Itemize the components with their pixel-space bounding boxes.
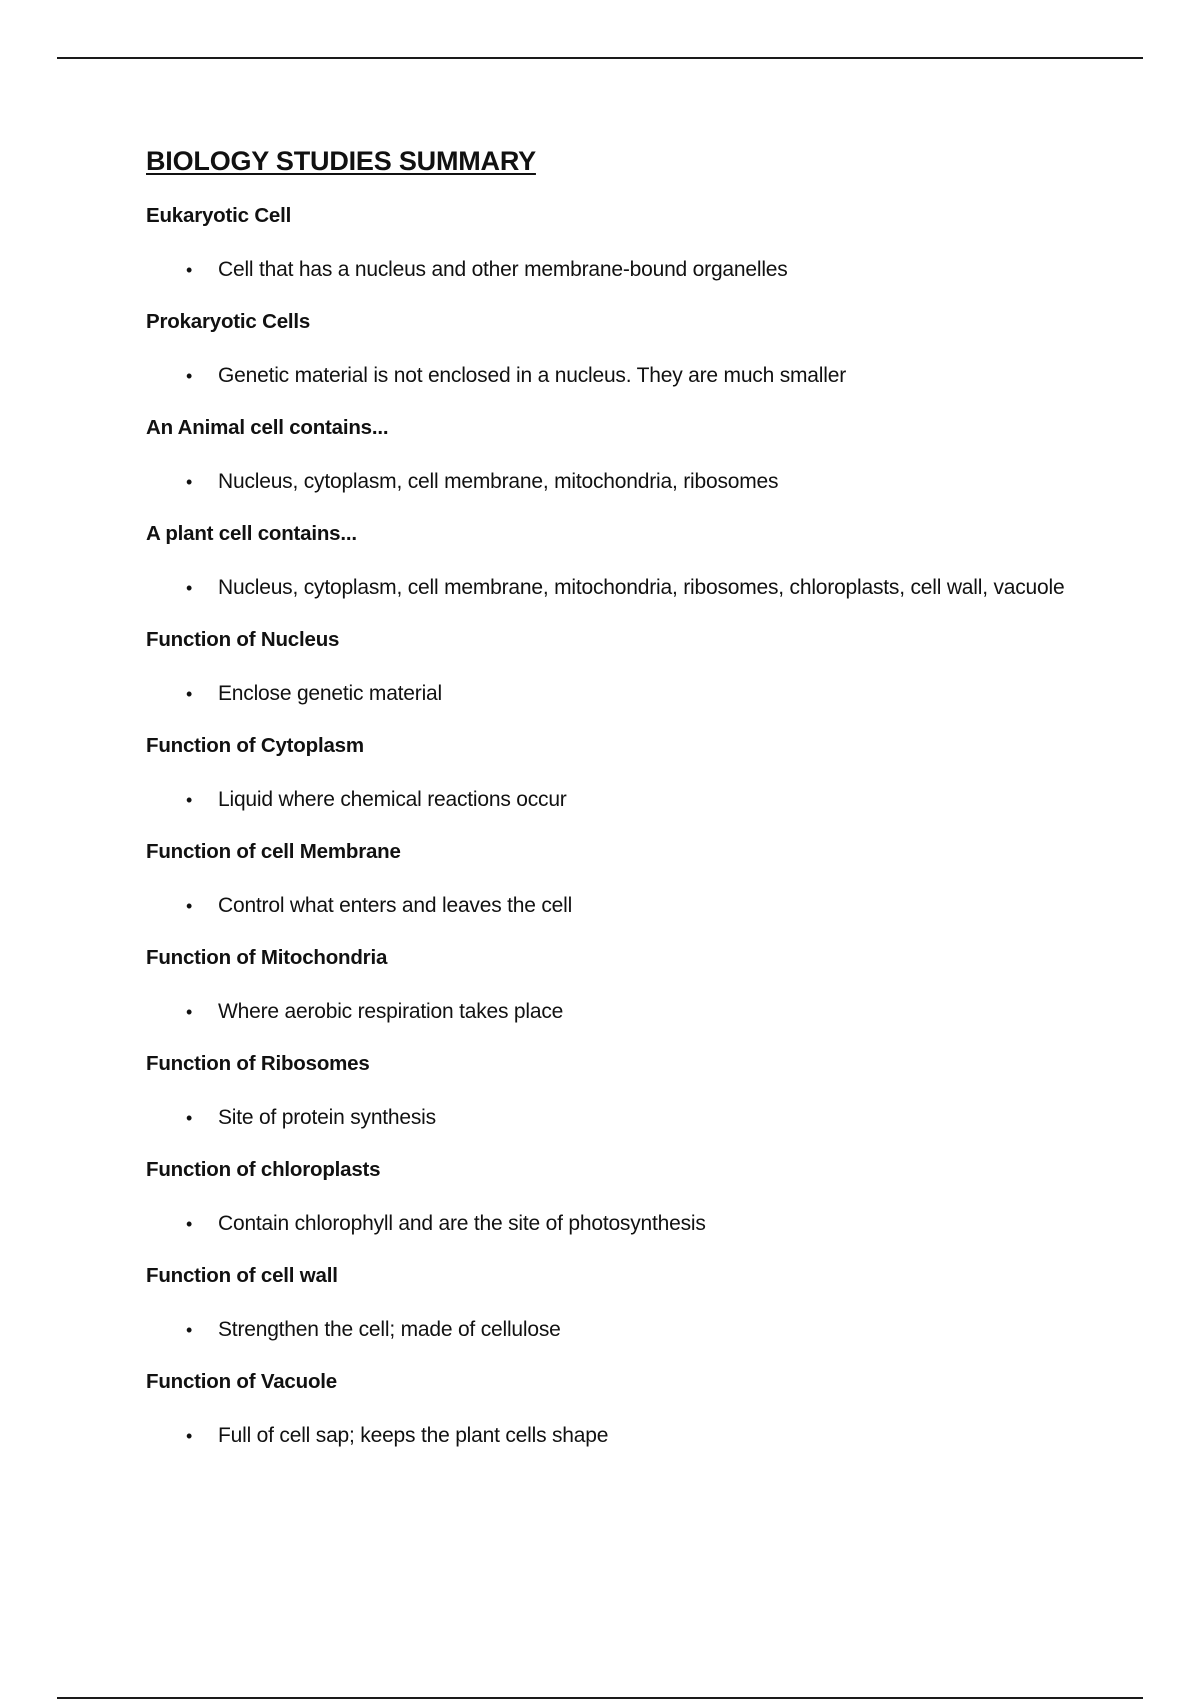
bullet-text: Nucleus, cytoplasm, cell membrane, mitochondria, ribosomes: [218, 470, 779, 493]
bullet-item: [146, 359, 1086, 393]
bullet-text: Where aerobic respiration takes place: [218, 1000, 564, 1023]
bullet-list: [146, 1101, 1086, 1135]
bullet-icon: •: [186, 260, 193, 280]
section-animal-cell: [146, 413, 1086, 499]
bullet-icon: •: [186, 1108, 193, 1128]
bullet-text: Nucleus, cytoplasm, cell membrane, mitochondria, ribosomes, chloroplasts, cell wall, vacuole: [218, 576, 1065, 599]
bullet-item: [146, 1419, 1086, 1453]
section-eukaryotic-cell: [146, 201, 1086, 287]
bullet-list: [146, 1207, 1086, 1241]
section-nucleus: [146, 625, 1086, 711]
bullet-list: [146, 571, 1086, 605]
bullet-text: Enclose genetic material: [218, 682, 442, 705]
bullet-icon: •: [186, 896, 193, 916]
bullet-item: [146, 1313, 1086, 1347]
section-heading: Function of Mitochondria: [146, 946, 388, 969]
bullet-list: [146, 1313, 1086, 1347]
bullet-text: Strengthen the cell; made of cellulose: [218, 1318, 561, 1341]
section-plant-cell: [146, 519, 1086, 605]
bullet-icon: •: [186, 1320, 193, 1340]
bullet-list: [146, 253, 1086, 287]
bullet-item: [146, 253, 1086, 287]
bullet-icon: •: [186, 1214, 193, 1234]
bullet-item: [146, 783, 1086, 817]
bullet-icon: •: [186, 366, 193, 386]
document-title: BIOLOGY STUDIES SUMMARY: [146, 146, 536, 176]
section-heading: Function of chloroplasts: [146, 1158, 381, 1181]
bullet-item: [146, 677, 1086, 711]
bullet-list: [146, 995, 1086, 1029]
bullet-text: Cell that has a nucleus and other membrane-bound organelles: [218, 258, 788, 281]
section-chloroplasts: [146, 1155, 1086, 1241]
section-heading: Eukaryotic Cell: [146, 204, 292, 227]
section-heading: A plant cell contains...: [146, 522, 357, 545]
bullet-icon: •: [186, 1426, 193, 1446]
bullet-icon: •: [186, 790, 193, 810]
bullet-icon: •: [186, 1002, 193, 1022]
section-heading: Function of Nucleus: [146, 628, 340, 651]
section-heading: Function of cell Membrane: [146, 840, 401, 863]
bullet-text: Genetic material is not enclosed in a nucleus. They are much smaller: [218, 364, 846, 387]
section-heading: Prokaryotic Cells: [146, 310, 311, 333]
section-heading: Function of Cytoplasm: [146, 734, 364, 757]
document-body: [146, 145, 1086, 1473]
header-rule: [57, 57, 1143, 59]
bullet-icon: •: [186, 472, 193, 492]
bullet-item: [146, 1101, 1086, 1135]
bullet-icon: •: [186, 684, 193, 704]
section-cell-wall: [146, 1261, 1086, 1347]
bullet-text: Liquid where chemical reactions occur: [218, 788, 567, 811]
bullet-text: Control what enters and leaves the cell: [218, 894, 573, 917]
section-heading: An Animal cell contains...: [146, 416, 389, 439]
bullet-item: [146, 889, 1086, 923]
section-prokaryotic-cells: [146, 307, 1086, 393]
section-cytoplasm: [146, 731, 1086, 817]
footer-rule: [57, 1697, 1143, 1699]
section-heading: Function of cell wall: [146, 1264, 338, 1287]
bullet-list: [146, 359, 1086, 393]
bullet-item: [146, 995, 1086, 1029]
section-ribosomes: [146, 1049, 1086, 1135]
bullet-text: Site of protein synthesis: [218, 1106, 436, 1129]
section-cell-membrane: [146, 837, 1086, 923]
bullet-item: [146, 571, 1086, 605]
bullet-text: Contain chlorophyll and are the site of photosynthesis: [218, 1212, 706, 1235]
section-heading: Function of Vacuole: [146, 1370, 337, 1393]
bullet-list: [146, 783, 1086, 817]
bullet-list: [146, 1419, 1086, 1453]
bullet-list: [146, 465, 1086, 499]
section-mitochondria: [146, 943, 1086, 1029]
bullet-list: [146, 677, 1086, 711]
bullet-icon: •: [186, 578, 193, 598]
bullet-item: [146, 1207, 1086, 1241]
section-heading: Function of Ribosomes: [146, 1052, 370, 1075]
section-vacuole: [146, 1367, 1086, 1453]
bullet-list: [146, 889, 1086, 923]
bullet-text: Full of cell sap; keeps the plant cells shape: [218, 1424, 609, 1447]
bullet-item: [146, 465, 1086, 499]
